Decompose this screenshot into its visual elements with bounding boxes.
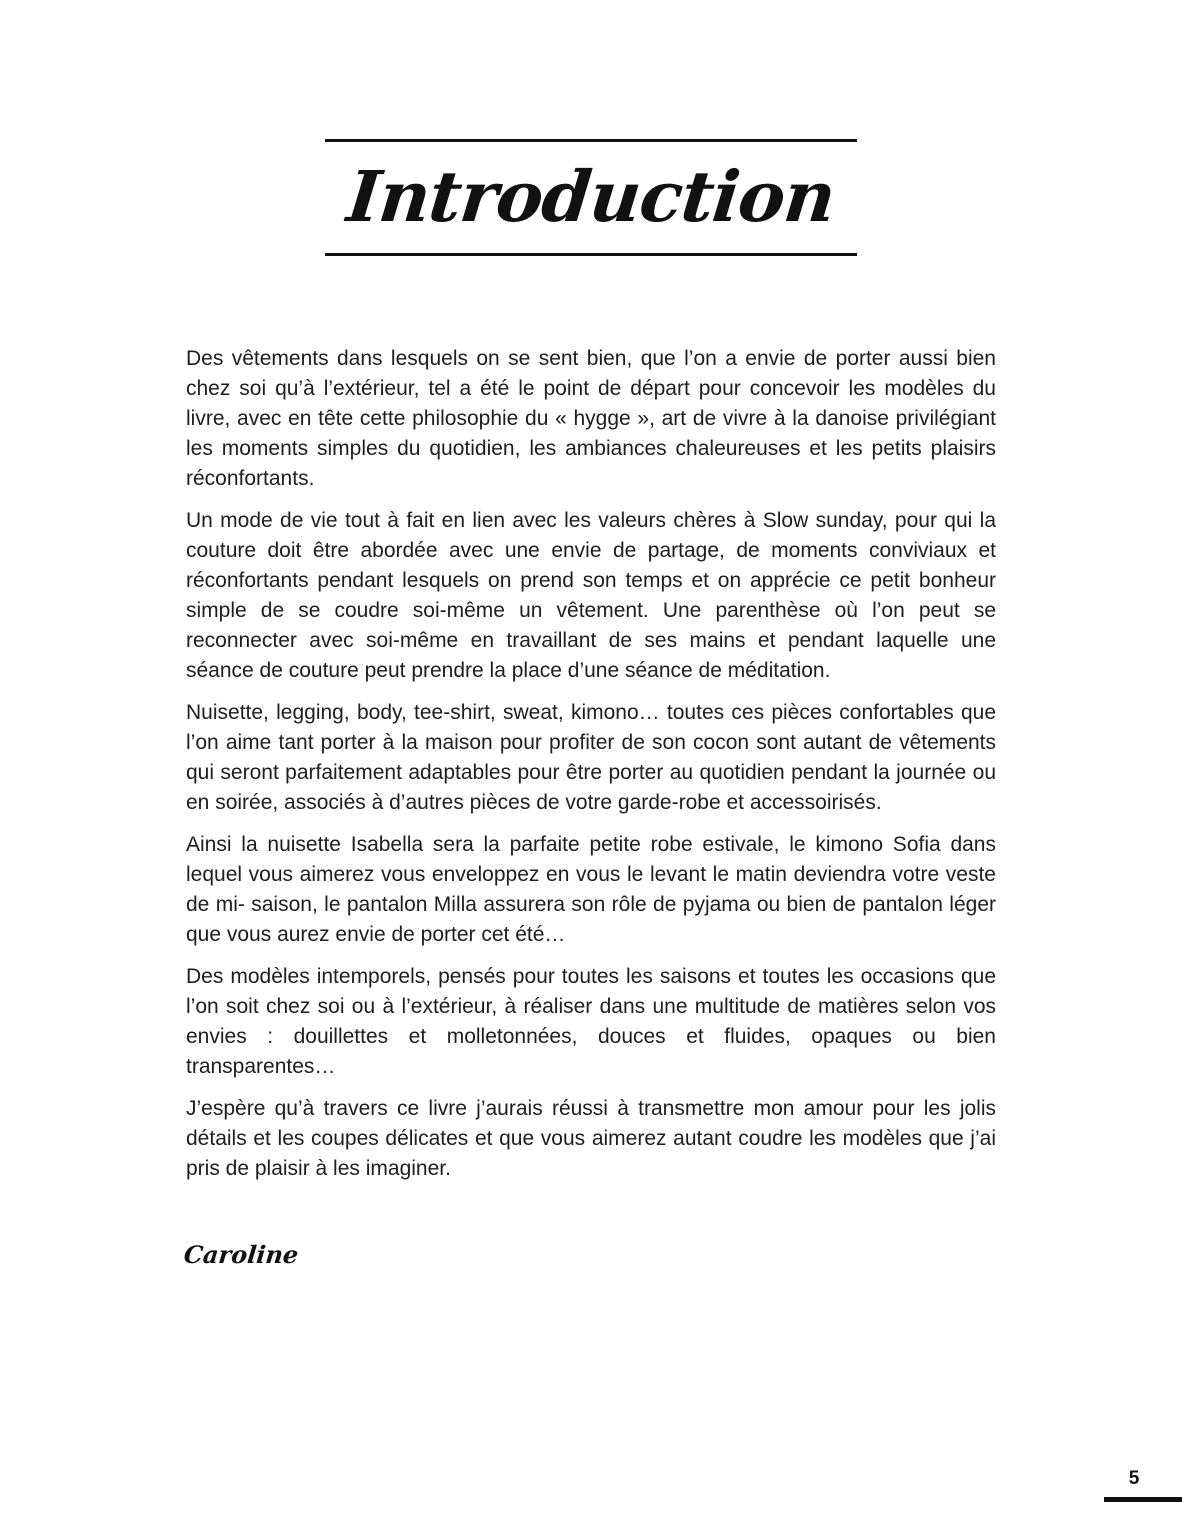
paragraph: Un mode de vie tout à fait en lien avec les valeurs chères à Slow sunday, pour qui la couture doit être abordée avec une envie de partage, de moments conviviaux et réconfortants pendant lesquels on prend son temps et on apprécie ce petit bonheur simple de se coudre soi-même un vêtement. Une parenthèse où l’on peut se reconnecter avec soi-même en travaillant de ses mains et pendant laquelle une séance de couture peut prendre la place d’une séance de méditation. (186, 509, 996, 682)
paragraph: Nuisette, legging, body, tee-shirt, sweat, kimono… toutes ces pièces confortables que l’on aime tant porter à la maison pour profiter de son cocon sont autant de vêtements qui seront parfaitement adaptables pour être porter au quotidien pendant la journée ou en soirée, associés à d’autres pièces de votre garde-robe et accessoirisés. (186, 701, 996, 814)
paragraph: Des vêtements dans lesquels on se sent bien, que l’on a envie de porter aussi bien chez soi qu’à l’extérieur, tel a été le point de départ pour concevoir les modèles du livre, avec en tête cette philosophie du « hygge », art de vivre à la danoise privilégiant les moments simples du quotidien, les ambiances chaleureuses et les petits plaisirs réconfortants. (186, 347, 996, 490)
introduction-body (186, 344, 996, 1196)
paragraph: Ainsi la nuisette Isabella sera la parfaite petite robe estivale, le kimono Sofia dans lequel vous aimerez vous enveloppez en vous le levant le matin deviendra votre veste de mi- saison, le pantalon Milla assurera son rôle de pyjama ou bien de pantalon léger que vous aurez envie de porter cet été… (186, 833, 996, 946)
title-bottom-rule (325, 253, 857, 256)
page-number-rule (1104, 1497, 1182, 1502)
author-signature: Caroline (182, 1240, 300, 1269)
paragraph: Des modèles intemporels, pensés pour toutes les saisons et toutes les occasions que l’on soit chez soi ou à l’extérieur, à réaliser dans une multitude de matières selon vos envies : douillettes et molletonnées, douces et fluides, opaques ou bien transparentes… (186, 965, 996, 1078)
title-block (325, 139, 857, 257)
title-top-rule (325, 139, 857, 142)
paragraph: J’espère qu’à travers ce livre j’aurais réussi à transmettre mon amour pour les jolis détails et les coupes délicates et que vous aimerez autant coudre les modèles que j’ai pris de plaisir à les imaginer. (186, 1097, 996, 1180)
page-title: Introduction (343, 155, 839, 238)
page-number: 5 (1128, 1468, 1140, 1489)
